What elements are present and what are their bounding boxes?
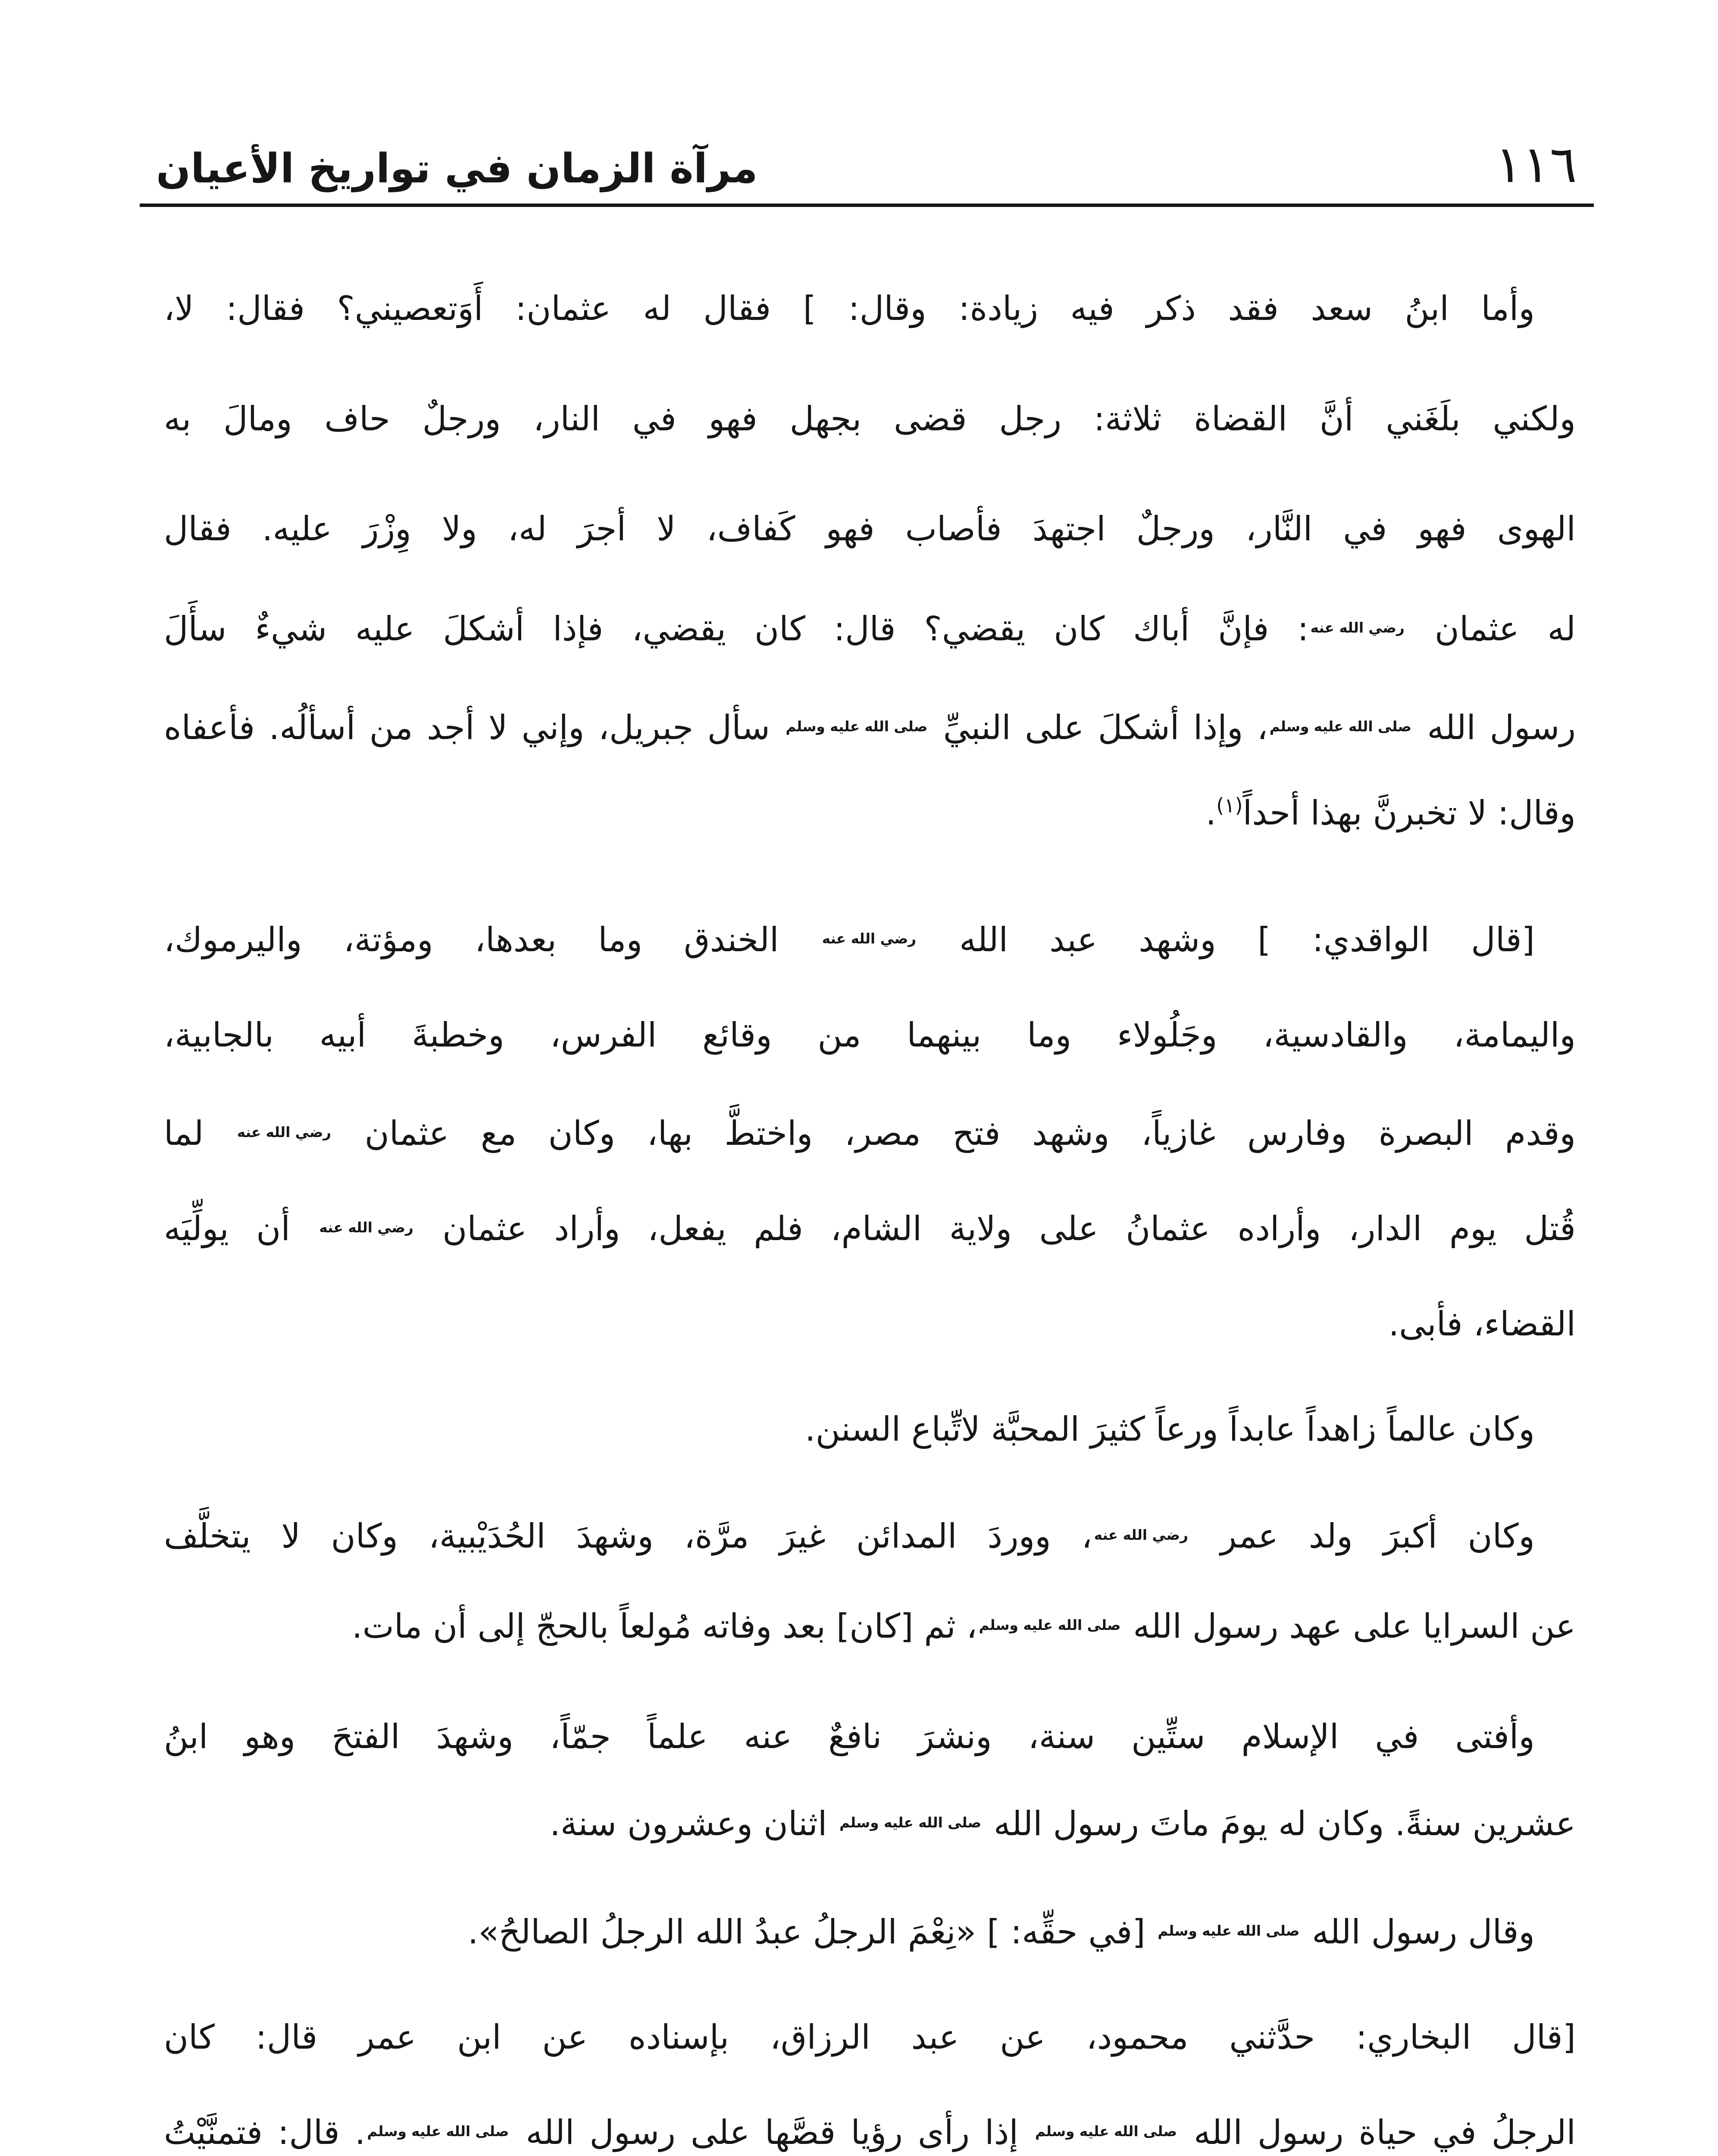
text-line: [164, 1091, 1576, 1177]
line-text: عن السرايا على عهد رسول الله صلى الله عليه وسلم، ثم [كان] بعد وفاته مُولعاً بالحجّ إلى أن مات.: [351, 1607, 1576, 1646]
line-text: رسول الله صلى الله عليه وسلم، وإذا أشكلَ على النبيِّ صلى الله عليه وسلم سأل جبريل، وإني لا أجد من أسألُه. فأعفاه: [163, 708, 1576, 747]
text-line: [164, 1186, 1576, 1272]
line-text: الهوى فهو في النَّار، ورجلٌ اجتهدَ فأصاب فهو كَفاف، لا أجرَ له، ولا وِزْرَ عليه. فقال: [164, 510, 1576, 548]
honorific: رضي الله عنه: [822, 931, 917, 947]
text-line: [164, 1781, 1576, 1867]
honorific: صلى الله عليه وسلم: [1269, 718, 1411, 735]
text-line: [164, 2090, 1576, 2156]
line-text: القضاء، فأبى.: [1388, 1305, 1576, 1344]
honorific: صلى الله عليه وسلم: [367, 2123, 509, 2140]
line-text: وقال: لا تخبرنَّ بهذا أحداً$^{(١)}$.: [1205, 794, 1576, 833]
line-text: الرجلُ في حياة رسول الله صلى الله عليه وسلم إذا رأى رؤيا قصَّها على رسول الله صلى الله عليه وسلم. قال: فتمنَّيْتُ: [163, 2113, 1576, 2152]
text-line: [164, 1386, 1576, 1473]
footnote-ref: (١): [1216, 794, 1243, 818]
line-text: ولكني بلَغَني أنَّ القضاة ثلاثة: رجل قضى بجهل فهو في النار، ورجلٌ حاف ومالَ به: [164, 400, 1576, 439]
honorific: صلى الله عليه وسلم: [1158, 1923, 1300, 1940]
honorific: صلى الله عليه وسلم: [1035, 2123, 1177, 2140]
text-line: [164, 1281, 1576, 1367]
line-text: [قال البخاري: حدَّثني محمود، عن عبد الرزاق، بإسناده عن ابن عمر قال: كان: [164, 2018, 1576, 2057]
text-line: [164, 1994, 1576, 2081]
text-line: [164, 376, 1576, 462]
line-text: عشرين سنةً. وكان له يومَ ماتَ رسول الله صلى الله عليه وسلم اثنان وعشرون سنة.: [550, 1805, 1576, 1843]
line-text: وأفتى في الإسلام ستِّين سنة، ونشرَ نافعٌ عنه علماً جمّاً، وشهدَ الفتحَ وهو ابنُ: [164, 1717, 1535, 1756]
line-text: وكان أكبرَ ولد عمر رضي الله عنه، ووردَ المدائن غيرَ مرَّة، وشهدَ الحُدَيْبية، وكان لا يتخلَّف: [164, 1517, 1535, 1556]
running-header-title: مرآة الزمان في تواريخ الأعيان: [156, 145, 758, 192]
text-line: [164, 897, 1576, 983]
honorific: رضي الله عنه: [319, 1219, 413, 1236]
text-line: [164, 1493, 1576, 1579]
text-line: [164, 770, 1576, 856]
honorific: رضي الله عنه: [237, 1124, 332, 1141]
text-line: [164, 586, 1576, 672]
text-line: [164, 266, 1576, 352]
honorific: رضي الله عنه: [1310, 620, 1405, 636]
honorific: صلى الله عليه وسلم: [979, 1617, 1121, 1634]
line-text: واليمامة، والقادسية، وجَلُولاء وما بينهما من وقائع الفرس، وخطبةَ أبيه بالجابية،: [164, 1016, 1576, 1055]
line-text: وقال رسول الله صلى الله عليه وسلم [في حقِّه: ] «نِعْمَ الرجلُ عبدُ الله الرجلُ الصالحُ».: [467, 1913, 1535, 1952]
line-text: وأما ابنُ سعد فقد ذكر فيه زيادة: وقال: ] فقال له عثمان: أَوَتعصيني؟ فقال: لا،: [164, 289, 1535, 328]
page-number: ١١٦: [1495, 135, 1577, 194]
text-line: [164, 1889, 1576, 1975]
line-text: [قال الواقدي: ] وشهد عبد الله رضي الله عنه الخندق وما بعدها، ومؤتة، واليرموك،: [164, 921, 1535, 959]
honorific: رضي الله عنه: [1094, 1527, 1188, 1544]
line-text: وقدم البصرة وفارس غازياً، وشهد فتح مصر، واختطَّ بها، وكان مع عثمان رضي الله عنه لما: [164, 1114, 1576, 1153]
header-rule: [140, 204, 1594, 207]
honorific: صلى الله عليه وسلم: [839, 1814, 982, 1831]
text-line: [164, 1583, 1576, 1670]
honorific: صلى الله عليه وسلم: [785, 718, 928, 735]
line-text: وكان عالماً زاهداً عابداً ورعاً كثيرَ المحبَّة لاتِّباع السنن.: [805, 1410, 1535, 1449]
text-line: [164, 992, 1576, 1078]
line-text: له عثمان رضي الله عنه: فإنَّ أباك كان يقضي؟ قال: كان يقضي، فإذا أشكلَ عليه شيءٌ سأَلَ: [164, 610, 1576, 649]
text-line: [164, 486, 1576, 572]
text-line: [164, 1694, 1576, 1780]
line-text: قُتل يوم الدار، وأراده عثمانُ على ولاية الشام، فلم يفعل، وأراد عثمان رضي الله عنه أن يولِّيَه: [164, 1210, 1576, 1248]
text-line: [164, 685, 1576, 771]
